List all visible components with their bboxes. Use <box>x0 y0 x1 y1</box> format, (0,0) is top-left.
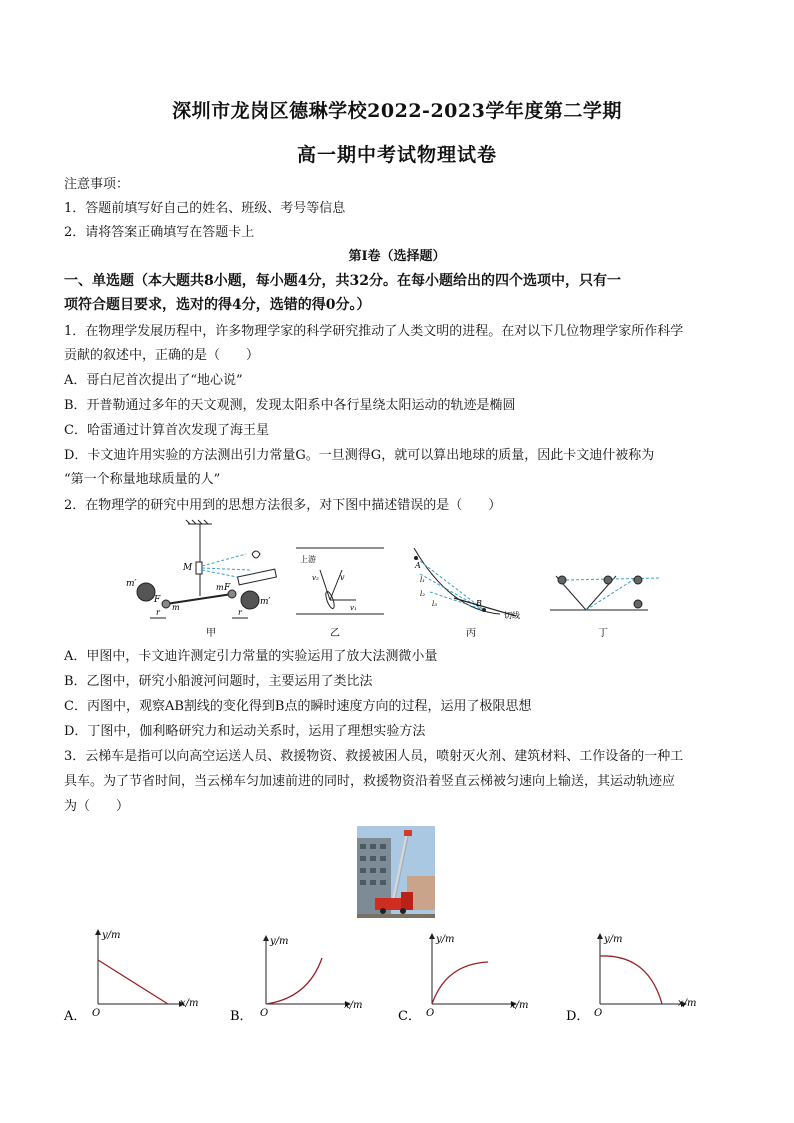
graph-c-origin: O <box>426 1008 435 1019</box>
q1-option-d-line2: “第一个称量地球质量的人” <box>64 472 221 487</box>
exam-title-line1: 深圳市龙岗区德琳学校2022-2023学年度第二学期 <box>172 100 622 122</box>
graph-b-xlabel: x/m <box>344 1000 363 1011</box>
q1-stem-line1: 1．在物理学发展历程中，许多物理学家的科学研究推动了人类文明的进程。在对以下几位物理学家所作科学 <box>64 324 684 339</box>
graph-b-origin: O <box>260 1008 269 1019</box>
q2-option-d: D．丁图中，伽利略研究力和运动关系时，运用了理想实验方法 <box>64 724 426 739</box>
graph-c <box>398 934 529 1024</box>
q3-option-graphs <box>60 926 720 1030</box>
graph-d-ylabel: y/m <box>604 934 623 945</box>
q1-option-c: C．哈雷通过计算首次发现了海王星 <box>64 423 269 438</box>
label-F-right: F <box>224 583 231 593</box>
q2-option-c: C．丙图中，观察AB割线的变化得到B点的瞬时速度方向的过程，运用了极限思想 <box>64 699 532 714</box>
graph-b-ylabel: y/m <box>270 936 289 947</box>
caption-ding: 丁 <box>598 628 608 639</box>
graph-d <box>566 934 697 1024</box>
q3-ladder-truck-photo <box>357 826 435 918</box>
graph-a-option-label: A． <box>64 1009 87 1024</box>
label-B: B <box>476 599 482 608</box>
caption-jia: 甲 <box>206 628 216 639</box>
label-v: v <box>340 573 345 582</box>
q2-option-b: B．乙图中，研究小船渡河问题时，主要运用了类比法 <box>64 674 373 689</box>
graph-d-xlabel: x/m <box>678 998 697 1009</box>
graph-a-xlabel: x/m <box>180 998 199 1009</box>
q3-stem-line3: 为（ ） <box>64 799 130 814</box>
section-title: 第Ⅰ卷（选择题） <box>348 249 446 264</box>
q1-option-b: B．开普勒通过多年的天文观测，发现太阳系中各行星绕太阳运动的轨迹是椭圆 <box>64 398 516 413</box>
graph-c-ylabel: y/m <box>436 934 455 945</box>
graph-c-option-label: C． <box>398 1009 421 1024</box>
label-v1: v₁ <box>350 604 357 612</box>
label-l2: l₂ <box>420 590 426 598</box>
label-l3: l₃ <box>432 600 438 608</box>
caption-bing: 丙 <box>466 628 476 639</box>
label-v2: v₂ <box>312 574 319 582</box>
label-tangent: 切线 <box>504 611 520 620</box>
q3-stem-line1: 3．云梯车是指可以向高空运送人员、救援物资、救援被困人员，喷射灭火剂、建筑材料、工作设备的一种工 <box>64 749 684 764</box>
graph-b-option-label: B． <box>230 1009 253 1024</box>
label-M: M <box>183 563 193 573</box>
graph-c-xlabel: x/m <box>510 1000 529 1011</box>
graph-d-curve <box>600 956 662 1004</box>
label-r-right: r <box>238 608 242 617</box>
exam-title-line2: 高一期中考试物理试卷 <box>296 144 497 166</box>
label-r-left: r <box>156 608 160 617</box>
label-m-prime-left: m′ <box>126 579 137 589</box>
label-l1: l₁ <box>420 576 426 584</box>
graph-b <box>230 936 363 1024</box>
graph-d-origin: O <box>594 1008 603 1019</box>
q2-stem: 2．在物理学的研究中用到的思想方法很多，对下图中描述错误的是（ ） <box>64 498 502 513</box>
graph-a-origin: O <box>92 1008 101 1019</box>
label-m-left: m <box>172 603 180 612</box>
part1-instruction-line1: 一、单选题（本大题共8小题，每小题4分，共32分。在每小题给出的四个选项中，只有一 <box>64 273 621 289</box>
caption-yi: 乙 <box>330 628 340 639</box>
label-F-left: F <box>154 595 161 605</box>
label-m-prime-right: m′ <box>260 597 271 607</box>
figure-ding-inclines <box>550 576 660 610</box>
q2-figures <box>120 518 680 644</box>
notice-heading: 注意事项： <box>64 177 130 192</box>
graph-d-option-label: D． <box>566 1009 590 1024</box>
q1-stem-line2: 贡献的叙述中，正确的是（ ） <box>64 348 260 363</box>
part1-instruction-line2: 项符合题目要求，选对的得4分，选错的得0分。） <box>64 297 371 313</box>
figure-bing-secant-tangent <box>414 548 516 616</box>
graph-a <box>63 930 199 1024</box>
label-upstream: 上游 <box>300 555 316 564</box>
graph-b-curve <box>266 958 322 1004</box>
q3-stem-line2: 具车。为了节省时间，当云梯车匀加速前进的同时，救援物资沿着竖直云梯被匀速向上输送，其运动轨迹应 <box>64 774 676 789</box>
graph-a-curve <box>98 960 168 1004</box>
notice-item-1: 1．答题前填写好自己的姓名、班级、考号等信息 <box>64 201 346 216</box>
graph-c-curve <box>432 962 488 1004</box>
q1-option-d-line1: D．卡文迪许用实验的方法测出引力常量G。一旦测得G，就可以算出地球的质量，因此卡文迪什被称为 <box>64 448 655 463</box>
q2-option-a: A．甲图中，卡文迪许测定引力常量的实验运用了放大法测微小量 <box>64 649 438 664</box>
q1-option-a: A．哥白尼首次提出了“地心说” <box>64 373 243 388</box>
label-m-right: m <box>216 583 224 592</box>
notice-item-2: 2．请将答案正确填写在答题卡上 <box>64 225 255 240</box>
graph-a-ylabel: y/m <box>102 930 121 941</box>
label-A: A <box>415 561 421 570</box>
